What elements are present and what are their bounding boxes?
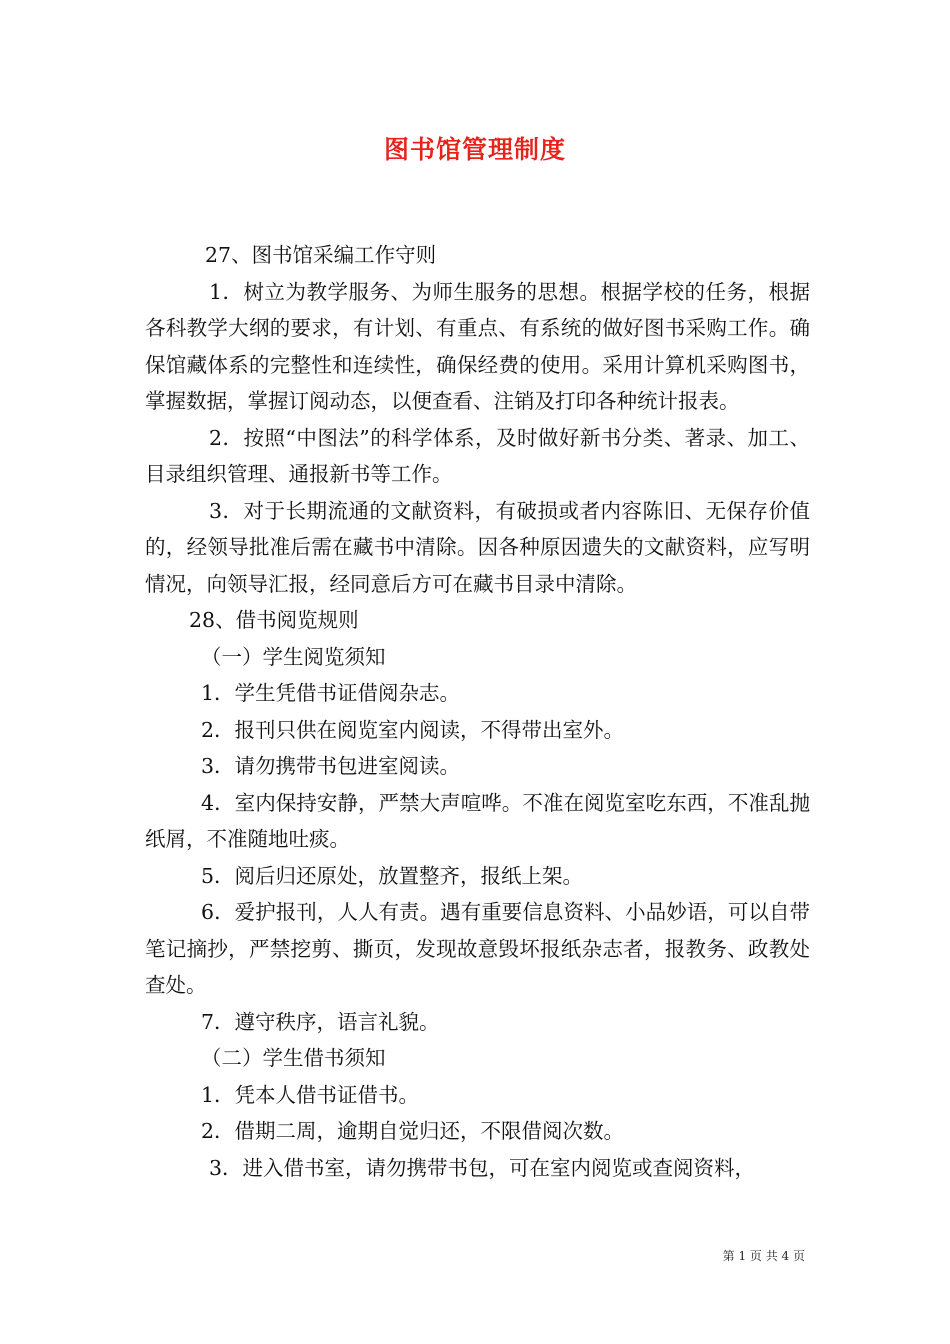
paragraph-item-3: 3．对于长期流通的文献资料，有破损或者内容陈旧、无保存价值的，经领导批准后需在藏书中清除。因各种原因遗失的文献资料，应写明情况，向领导汇报，经同意后方可在藏书目录中清除。 bbox=[145, 498, 810, 596]
borrowing-rule-3: 3．进入借书室，请勿携带书包，可在室内阅览或查阅资料， bbox=[209, 1155, 756, 1180]
subsection-heading-reading: （一）学生阅览须知 bbox=[201, 644, 386, 669]
section-heading-28: 28、借书阅览规则 bbox=[189, 608, 359, 632]
document-title: 图书馆管理制度 bbox=[383, 135, 566, 164]
paragraph-item-1: 1．树立为教学服务、为师生服务的思想。根据学校的任务，根据各科教学大纲的要求，有计划、有重点、有系统的做好图书采购工作。确保馆藏体系的完整性和连续性，确保经费的使用。采用计算机采购图书，掌握数据，掌握订阅动态，以便查看、注销及打印各种统计报表。 bbox=[145, 279, 810, 413]
subsection-heading-borrowing: （二）学生借书须知 bbox=[201, 1046, 386, 1070]
reading-rule-6: 6．爱护报刊，人人有责。遇有重要信息资料、小品妙语，可以自带笔记摘抄，严禁挖剪、撕页，发现故意毁坏报纸杂志者，报教务、政教处查处。 bbox=[145, 900, 810, 997]
reading-rule-5: 5．阅后归还原处，放置整齐，报纸上架。 bbox=[201, 863, 584, 888]
paragraph-item-2: 2．按照“中图法”的科学体系，及时做好新书分类、著录、加工、目录组织管理、通报新书等工作。 bbox=[145, 425, 810, 486]
reading-rule-4: 4．室内保持安静，严禁大声喧哗。不准在阅览室吃东西，不准乱抛纸屑，不准随地吐痰。 bbox=[145, 790, 810, 851]
reading-rule-3: 3．请勿携带书包进室阅读。 bbox=[201, 754, 461, 778]
reading-rule-7: 7．遵守秩序，语言礼貌。 bbox=[201, 1009, 440, 1034]
reading-rule-1: 1．学生凭借书证借阅杂志。 bbox=[201, 681, 461, 705]
page-number-footer: 第 1 页 共 4 页 bbox=[722, 1249, 805, 1263]
reading-rule-2: 2．报刊只供在阅览室内阅读，不得带出室外。 bbox=[201, 717, 625, 742]
section-heading-27: 27、图书馆采编工作守则 bbox=[205, 243, 437, 267]
document-body bbox=[145, 237, 810, 1186]
borrowing-rule-2: 2．借期二周，逾期自觉归还，不限借阅次数。 bbox=[201, 1119, 625, 1143]
borrowing-rule-1: 1．凭本人借书证借书。 bbox=[201, 1082, 420, 1107]
